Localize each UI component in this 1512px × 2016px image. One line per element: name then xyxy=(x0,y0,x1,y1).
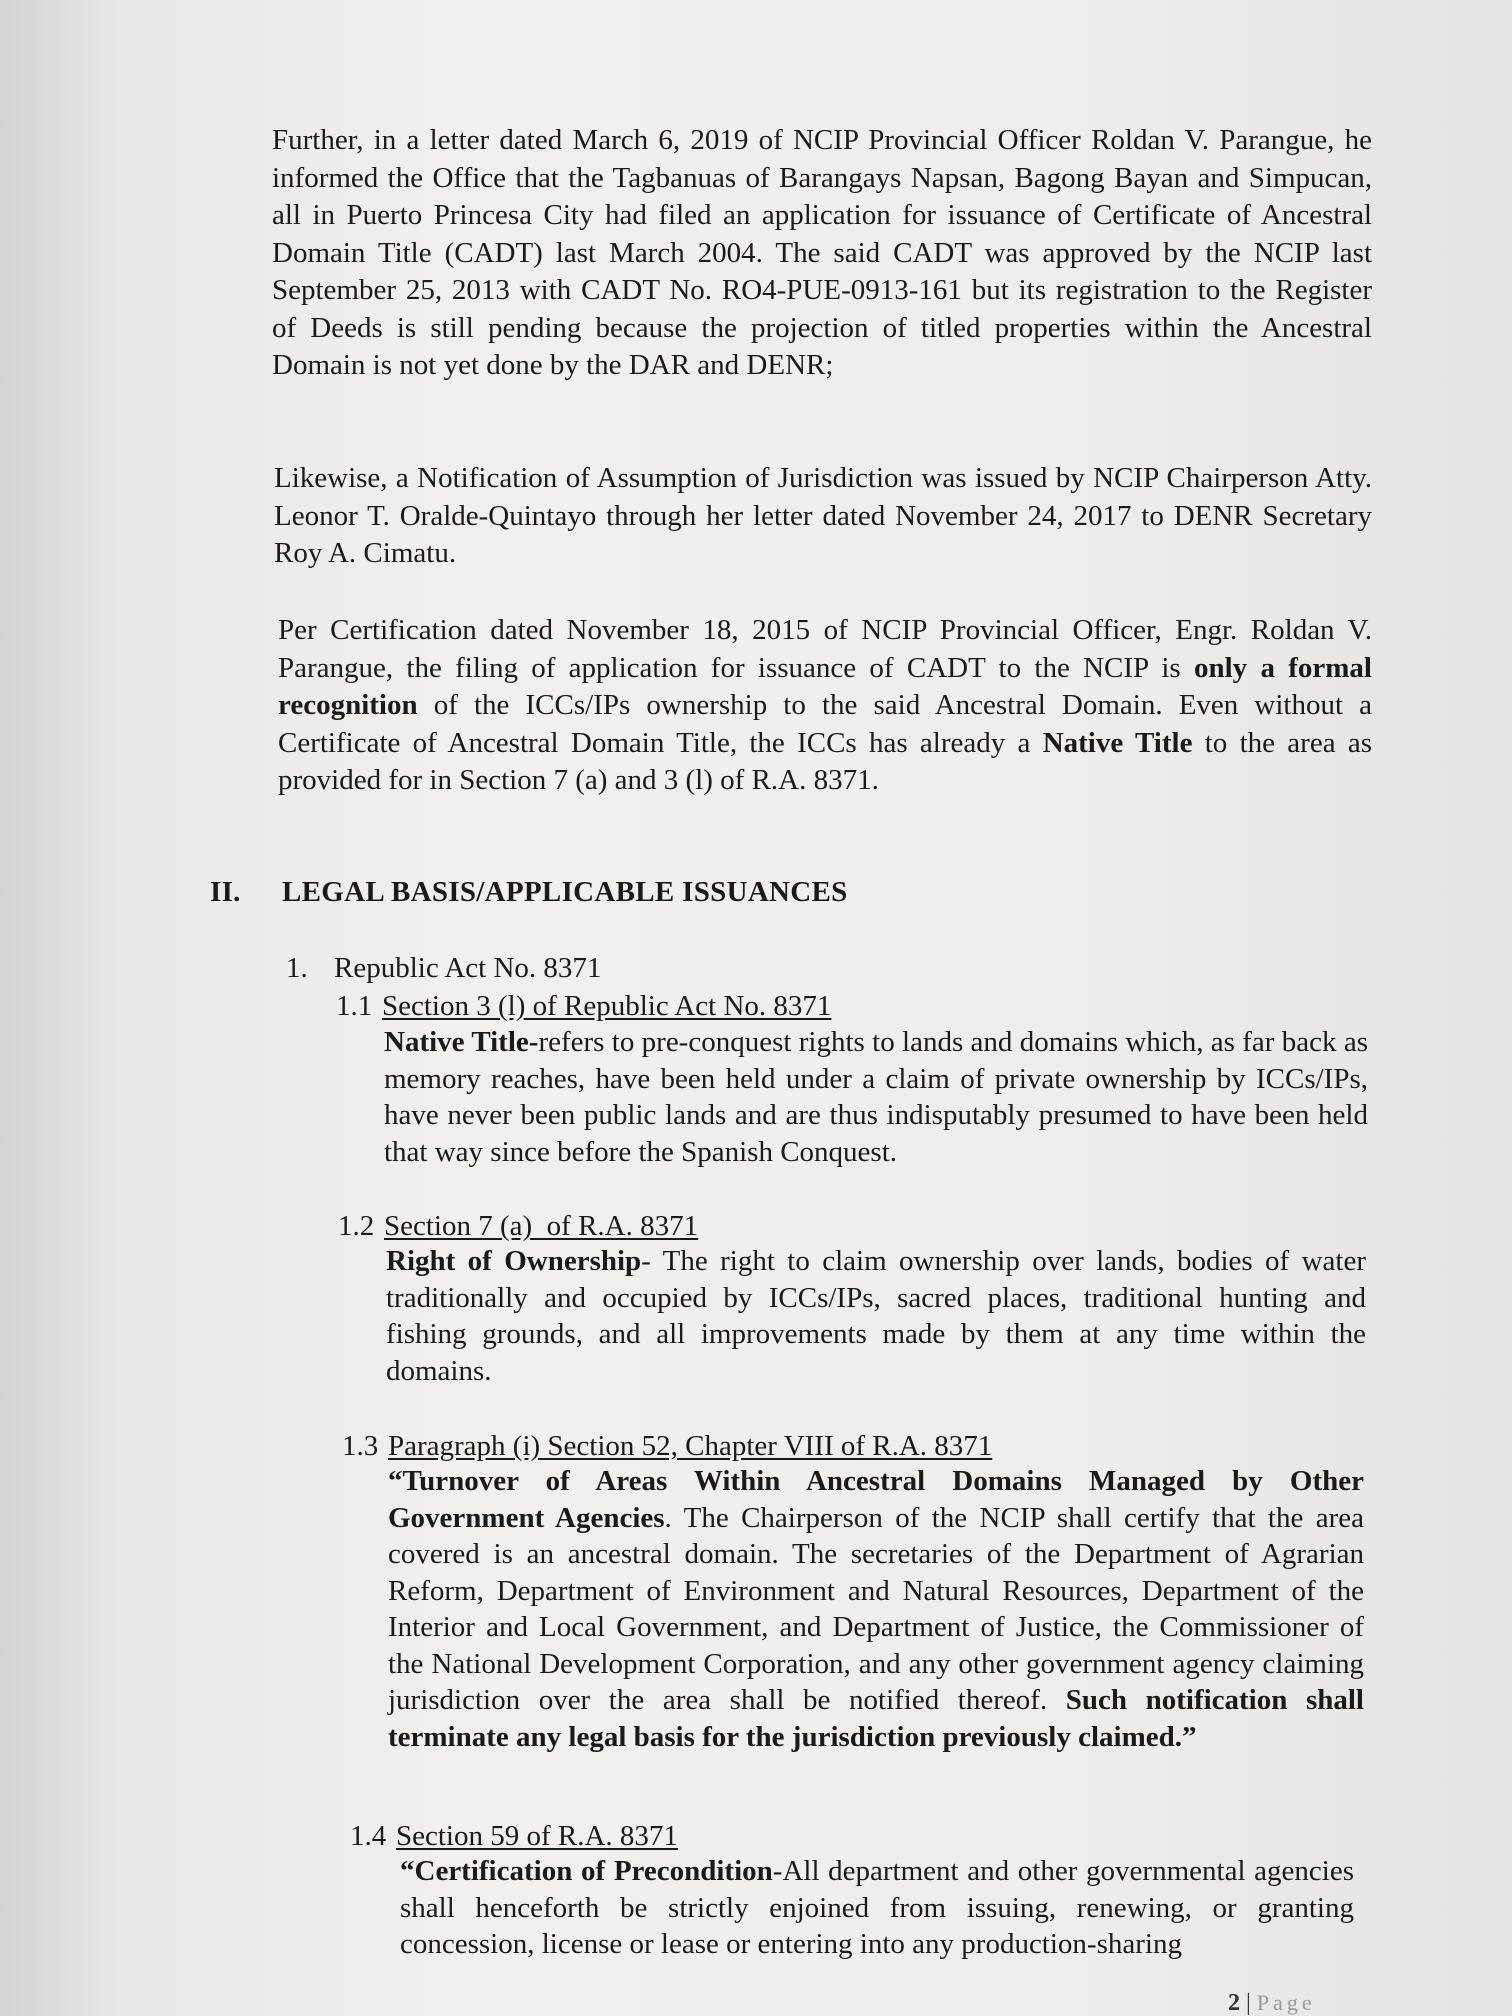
subsection-heading-1-4 xyxy=(350,1818,1250,1854)
page-number: 2 xyxy=(1228,1990,1240,2016)
term-native-title: Native Title- xyxy=(384,1026,539,1058)
list-item-republic-act xyxy=(286,952,1186,985)
subsection-number: 1.4 xyxy=(350,1820,387,1852)
subsection-number: 1.1 xyxy=(336,990,373,1022)
paragraph-text: Likewise, a Notification of Assumption of Jurisdiction was issued by NCIP Chairperson Atty. Leonor T. Oralde-Quintayo through her letter dated November 24, 2017 to DENR Secretary Roy A. Cimatu. xyxy=(274,462,1372,569)
section-heading xyxy=(210,876,1210,909)
paragraph-text: Per Certification dated November 18, 2015 of NCIP Provincial Officer, Engr. Roldan V. Parangue, the filing of application for issuance of CADT to the NCIP is only a formal recognition of the ICCs/IPs ownership to the said Ancestral Domain. Even without a Certificate of Ancestral Domain Title, the ICCs has already a Native Title to the area as provided for in Section 7 (a) and 3 (l) of R.A. 8371. xyxy=(278,614,1373,796)
subsection-title: Section 3 (l) of Republic Act No. 8371 xyxy=(382,990,832,1022)
term-turnover-of-areas: “Turnover of Areas Within Ancestral Domains Managed by Other Government Agencies xyxy=(388,1465,1364,1534)
bold-phrase: Such notification shall terminate any legal basis for the jurisdiction previously claimed.” xyxy=(388,1684,1364,1753)
subsection-body-1-2: Right of Ownership- The right to claim ownership over lands, bodies of water traditionally and occupied by ICCs/IPs, sacred places, traditional hunting and fishing grounds, and all improvements made by them at any time within the domains. xyxy=(386,1245,1366,1387)
page-label: Page xyxy=(1256,1990,1316,2015)
term-certification-of-precondition: “Certification of Precondition xyxy=(400,1855,773,1887)
paragraph-notification xyxy=(274,460,1372,573)
subsection-heading-1-3 xyxy=(342,1428,1242,1464)
section-number: II. xyxy=(210,876,241,908)
term-right-of-ownership: Right of Ownership xyxy=(386,1245,642,1277)
subsection-title: Paragraph (i) Section 52, Chapter VIII of R.A. 8371 xyxy=(388,1430,993,1462)
subsection-body-1-4: “Certification of Precondition-All department and other governmental agencies shall henceforth be strictly enjoined from issuing, renewing, or granting concession, license or lease or entering into any production-sharing xyxy=(400,1855,1354,1960)
subsection-heading-1-2 xyxy=(338,1208,1238,1244)
subsection-number: 1.2 xyxy=(338,1210,375,1242)
page-separator: | xyxy=(1246,1990,1251,2016)
subsection-title: Section 7 (a) of R.A. 8371 xyxy=(384,1210,699,1242)
list-number: 1. xyxy=(286,952,308,984)
paragraph-certification xyxy=(278,612,1372,800)
list-title: Republic Act No. 8371 xyxy=(334,952,602,984)
section-title: LEGAL BASIS/APPLICABLE ISSUANCES xyxy=(282,876,848,908)
subsection-body-1-1: Native Title-refers to pre-conquest rights to lands and domains which, as far back as memory reaches, have been held under a claim of private ownership by ICCs/IPs, have never been public lands and are thus indisputably presumed to have been held that way since before the Spanish Conquest. xyxy=(384,1026,1368,1168)
subsection-heading-1-1 xyxy=(336,988,1236,1024)
paragraph-cadt-letter xyxy=(272,122,1372,385)
subsection-body-1-3: “Turnover of Areas Within Ancestral Domains Managed by Other Government Agencies. The Chairperson of the NCIP shall certify that the area covered is an ancestral domain. The secretaries of the Department of Agrarian Reform, Department of Environment and Natural Resources, Department of the Interior and Local Government, and Department of Justice, the Commissioner of the National Development Corporation, and any other government agency claiming jurisdiction over the area shall be notified thereof. Such notification shall terminate any legal basis for the jurisdiction previously claimed.” xyxy=(388,1465,1364,1753)
bold-phrase: only a formal recognition xyxy=(278,651,1372,721)
subsection-number: 1.3 xyxy=(342,1430,379,1462)
page-footer xyxy=(1228,1990,1316,2016)
subsection-title: Section 59 of R.A. 8371 xyxy=(396,1820,678,1852)
paragraph-text: Further, in a letter dated March 6, 2019 of NCIP Provincial Officer Roldan V. Parangue, he informed the Office that the Tagbanuas of Barangays Napsan, Bagong Bayan and Simpucan, all in Puerto Princesa City had filed an application for issuance of Certificate of Ancestral Domain Title (CADT) last March 2004. The said CADT was approved by the NCIP last September 25, 2013 with CADT No. RO4-PUE-0913-161 but its registration to the Register of Deeds is still pending because the projection of titled properties within the Ancestral Domain is not yet done by the DAR and DENR; xyxy=(272,124,1372,381)
bold-phrase: Native Title xyxy=(1042,726,1193,759)
